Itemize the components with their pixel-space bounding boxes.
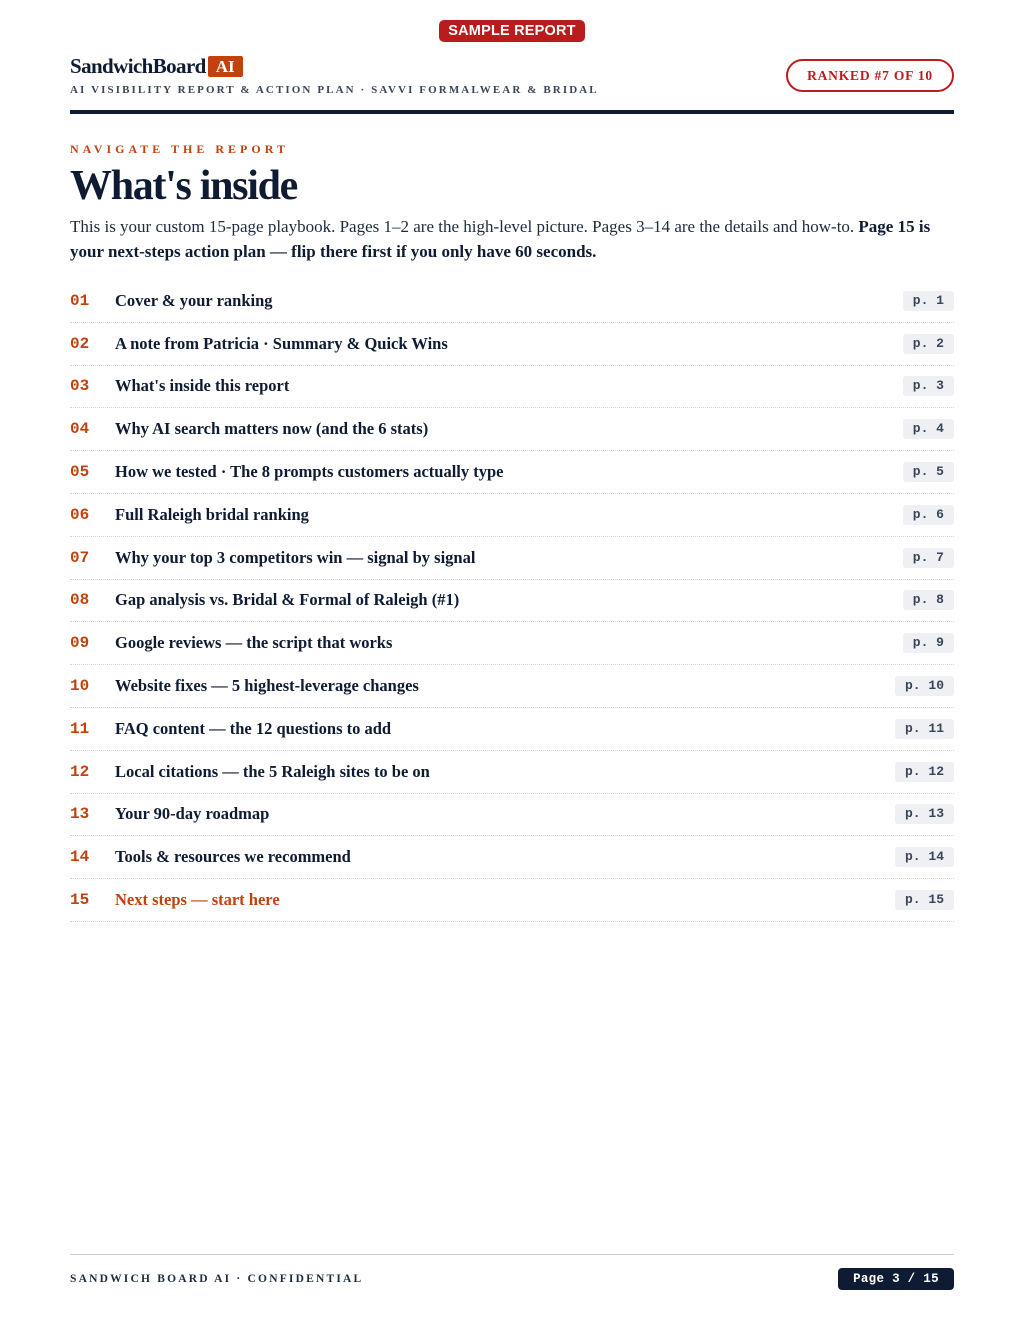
toc-item-label: What's inside this report bbox=[115, 376, 290, 396]
toc-page-badge: p. 7 bbox=[903, 548, 954, 568]
toc-item-label: Local citations — the 5 Raleigh sites to be on bbox=[115, 761, 430, 781]
toc-item-label: Why your top 3 competitors win — signal by signal bbox=[115, 547, 476, 567]
toc-item-label: FAQ content — the 12 questions to add bbox=[115, 718, 392, 738]
toc-item-number: 09 bbox=[70, 634, 90, 653]
toc-item-09[interactable] bbox=[70, 622, 954, 665]
intro-bold-text: Page 15 is your next-steps action plan — flip there first if you only have 60 seconds. bbox=[70, 217, 931, 261]
toc-item-02[interactable] bbox=[70, 323, 954, 366]
toc-page-badge: p. 10 bbox=[895, 676, 954, 696]
toc-item-05[interactable] bbox=[70, 451, 954, 494]
toc-item-number: 02 bbox=[70, 334, 90, 353]
footer-divider bbox=[70, 1254, 954, 1255]
report-subtitle: AI VISIBILITY REPORT & ACTION PLAN · SAVVI FORMALWEAR & BRIDAL bbox=[70, 84, 599, 96]
toc-page-badge: p. 15 bbox=[895, 890, 954, 910]
toc-item-07[interactable] bbox=[70, 537, 954, 580]
toc-item-label: Full Raleigh bridal ranking bbox=[115, 504, 309, 524]
toc-item-04[interactable] bbox=[70, 408, 954, 451]
ranking-badge: RANKED #7 OF 10 bbox=[786, 59, 954, 92]
header-divider bbox=[70, 110, 954, 114]
toc-item-label: A note from Patricia · Summary & Quick Wins bbox=[115, 333, 448, 353]
toc-page-badge: p. 4 bbox=[903, 419, 954, 439]
toc-item-13[interactable] bbox=[70, 794, 954, 837]
toc-item-number: 14 bbox=[70, 848, 90, 867]
toc-item-11[interactable] bbox=[70, 708, 954, 751]
intro-paragraph bbox=[70, 214, 954, 264]
toc-item-label: Gap analysis vs. Bridal & Formal of Raleigh (#1) bbox=[115, 590, 460, 610]
toc-item-number: 08 bbox=[70, 591, 90, 610]
toc-page-badge: p. 13 bbox=[895, 804, 954, 824]
toc-item-06[interactable] bbox=[70, 494, 954, 537]
toc-item-number: 07 bbox=[70, 548, 90, 567]
toc-page-badge: p. 3 bbox=[903, 376, 954, 396]
toc-item-number: 06 bbox=[70, 505, 90, 524]
toc-item-number: 13 bbox=[70, 805, 90, 824]
toc-item-number: 05 bbox=[70, 463, 90, 482]
intro-text: This is your custom 15-page playbook. Pages 1–2 are the high-level picture. Pages 3–14 are the details and how-to. bbox=[70, 217, 859, 236]
toc-item-label: Google reviews — the script that works bbox=[115, 633, 393, 653]
toc-page-badge: p. 11 bbox=[895, 719, 954, 739]
toc-item-number: 12 bbox=[70, 762, 90, 781]
toc-item-label: Why AI search matters now (and the 6 stats) bbox=[115, 419, 429, 439]
toc-page-badge: p. 8 bbox=[903, 590, 954, 610]
toc-item-number: 03 bbox=[70, 377, 90, 396]
toc-page-badge: p. 6 bbox=[903, 505, 954, 525]
toc-item-label: How we tested · The 8 prompts customers actually type bbox=[115, 462, 504, 482]
footer-label: SANDWICH BOARD AI · CONFIDENTIAL bbox=[70, 1273, 364, 1285]
toc-page-badge: p. 1 bbox=[903, 291, 954, 311]
section-kicker: NAVIGATE THE REPORT bbox=[70, 142, 289, 156]
toc-page-badge: p. 2 bbox=[903, 334, 954, 354]
toc-item-12[interactable] bbox=[70, 751, 954, 794]
brand-name: SandwichBoard bbox=[70, 54, 206, 78]
toc-page-badge: p. 9 bbox=[903, 633, 954, 653]
toc-page-badge: p. 5 bbox=[903, 462, 954, 482]
toc-item-label: Tools & resources we recommend bbox=[115, 847, 351, 867]
toc-page-badge: p. 12 bbox=[895, 762, 954, 782]
brand-logo bbox=[70, 54, 243, 79]
toc-item-number: 01 bbox=[70, 291, 90, 310]
page-indicator: Page 3 / 15 bbox=[838, 1268, 954, 1290]
toc-item-10[interactable] bbox=[70, 665, 954, 708]
toc-item-14[interactable] bbox=[70, 836, 954, 879]
toc-item-number: 11 bbox=[70, 719, 90, 738]
table-of-contents bbox=[70, 280, 954, 922]
brand-ai-tag: AI bbox=[208, 56, 243, 77]
sample-report-badge: SAMPLE REPORT bbox=[439, 20, 585, 42]
toc-item-number: 15 bbox=[70, 891, 90, 910]
toc-item-label: Cover & your ranking bbox=[115, 290, 273, 310]
toc-page-badge: p. 14 bbox=[895, 847, 954, 867]
page-title: What's inside bbox=[70, 163, 297, 209]
toc-item-label: Next steps — start here bbox=[115, 890, 280, 910]
toc-item-label: Website fixes — 5 highest-leverage changes bbox=[115, 676, 419, 696]
toc-item-03[interactable] bbox=[70, 366, 954, 409]
toc-item-01[interactable] bbox=[70, 280, 954, 323]
toc-item-08[interactable] bbox=[70, 580, 954, 623]
toc-item-number: 04 bbox=[70, 420, 90, 439]
toc-item-15[interactable] bbox=[70, 879, 954, 922]
toc-item-number: 10 bbox=[70, 677, 90, 696]
toc-item-label: Your 90-day roadmap bbox=[115, 804, 270, 824]
